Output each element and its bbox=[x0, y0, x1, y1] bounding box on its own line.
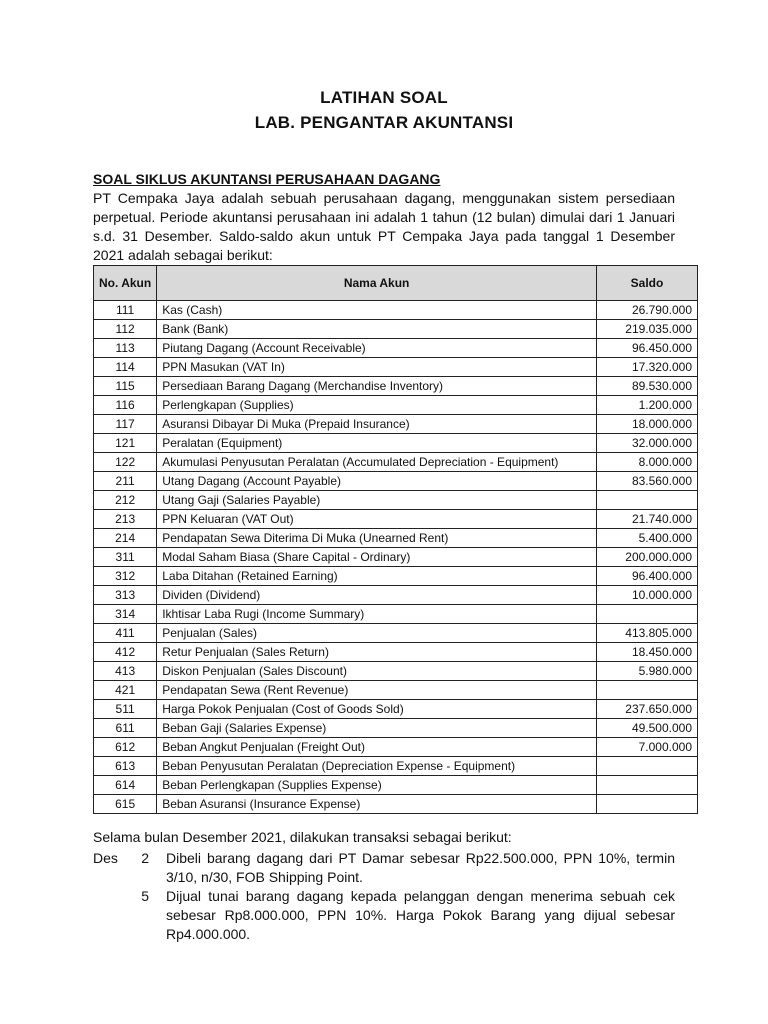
account-name-cell: Bank (Bank) bbox=[157, 320, 597, 339]
table-header-row bbox=[94, 266, 698, 301]
account-name-cell: Laba Ditahan (Retained Earning) bbox=[157, 567, 597, 586]
table-row bbox=[94, 738, 698, 757]
intro-paragraph: PT Cempaka Jaya adalah sebuah perusahaan dagang, menggunakan sistem persediaan perpetual. Periode akuntansi perusahaan ini adalah 1 tahun (12 bulan) dimulai dari 1 Januari s.d. 31 Desember. Saldo-saldo akun untuk PT Cempaka Jaya pada tanggal 1 Desember 2021 adalah sebagai berikut: bbox=[93, 190, 675, 263]
balance-cell: 96.450.000 bbox=[597, 339, 698, 358]
table-row bbox=[94, 491, 698, 510]
balance-cell: 96.400.000 bbox=[597, 567, 698, 586]
table-row bbox=[94, 320, 698, 339]
balance-cell: 7.000.000 bbox=[597, 738, 698, 757]
account-name-cell: Persediaan Barang Dagang (Merchandise Inventory) bbox=[157, 377, 597, 396]
balance-cell: 49.500.000 bbox=[597, 719, 698, 738]
transaction-description: Dibeli barang dagang dari PT Damar sebesar Rp22.500.000, PPN 10%, termin 3/10, n/30, FOB Shipping Point. bbox=[166, 850, 675, 885]
account-number-cell: 511 bbox=[94, 700, 157, 719]
balance-cell: 5.980.000 bbox=[597, 662, 698, 681]
account-number-cell: 611 bbox=[94, 719, 157, 738]
table-row bbox=[94, 472, 698, 491]
account-number-cell: 615 bbox=[94, 795, 157, 814]
table-row bbox=[94, 377, 698, 396]
balance-cell: 200.000.000 bbox=[597, 548, 698, 567]
table-row bbox=[94, 795, 698, 814]
table-row bbox=[94, 719, 698, 738]
balance-cell bbox=[597, 681, 698, 700]
table-row bbox=[94, 434, 698, 453]
transaction-item bbox=[93, 887, 675, 944]
account-number-cell: 115 bbox=[94, 377, 157, 396]
account-name-cell: Perlengkapan (Supplies) bbox=[157, 396, 597, 415]
account-name-cell: Utang Gaji (Salaries Payable) bbox=[157, 491, 597, 510]
account-number-cell: 121 bbox=[94, 434, 157, 453]
transaction-item bbox=[93, 849, 675, 887]
transaction-description: Dijual tunai barang dagang kepada pelanggan dengan menerima sebuah cek sebesar Rp8.000.000, PPN 10%. Harga Pokok Barang yang dijual sebesar Rp4.000.000. bbox=[166, 888, 675, 942]
account-name-cell: Piutang Dagang (Account Receivable) bbox=[157, 339, 597, 358]
account-name-cell: Utang Dagang (Account Payable) bbox=[157, 472, 597, 491]
header-balance: Saldo bbox=[597, 266, 698, 301]
account-number-cell: 411 bbox=[94, 624, 157, 643]
account-number-cell: 614 bbox=[94, 776, 157, 795]
account-name-cell: Peralatan (Equipment) bbox=[157, 434, 597, 453]
balance-cell bbox=[597, 776, 698, 795]
account-number-cell: 311 bbox=[94, 548, 157, 567]
account-number-cell: 117 bbox=[94, 415, 157, 434]
balance-cell: 8.000.000 bbox=[597, 453, 698, 472]
table-row bbox=[94, 339, 698, 358]
section-heading: SOAL SIKLUS AKUNTANSI PERUSAHAAN DAGANG bbox=[93, 171, 441, 187]
table-row bbox=[94, 358, 698, 377]
table-row bbox=[94, 510, 698, 529]
account-name-cell: Penjualan (Sales) bbox=[157, 624, 597, 643]
transaction-day: 5 bbox=[141, 888, 149, 904]
account-number-cell: 213 bbox=[94, 510, 157, 529]
account-number-cell: 314 bbox=[94, 605, 157, 624]
account-number-cell: 612 bbox=[94, 738, 157, 757]
table-row bbox=[94, 453, 698, 472]
account-name-cell: Ikhtisar Laba Rugi (Income Summary) bbox=[157, 605, 597, 624]
table-row bbox=[94, 681, 698, 700]
account-name-cell: Retur Penjualan (Sales Return) bbox=[157, 643, 597, 662]
account-name-cell: Beban Perlengkapan (Supplies Expense) bbox=[157, 776, 597, 795]
account-name-cell: Asuransi Dibayar Di Muka (Prepaid Insurance) bbox=[157, 415, 597, 434]
balance-cell: 32.000.000 bbox=[597, 434, 698, 453]
balance-cell: 21.740.000 bbox=[597, 510, 698, 529]
account-number-cell: 113 bbox=[94, 339, 157, 358]
account-name-cell: Beban Gaji (Salaries Expense) bbox=[157, 719, 597, 738]
account-name-cell: PPN Masukan (VAT In) bbox=[157, 358, 597, 377]
balance-cell: 17.320.000 bbox=[597, 358, 698, 377]
account-name-cell: Modal Saham Biasa (Share Capital - Ordinary) bbox=[157, 548, 597, 567]
balance-cell bbox=[597, 757, 698, 776]
account-name-cell: Beban Penyusutan Peralatan (Depreciation Expense - Equipment) bbox=[157, 757, 597, 776]
page-title: LATIHAN SOAL bbox=[320, 88, 448, 107]
balance-cell: 10.000.000 bbox=[597, 586, 698, 605]
account-number-cell: 212 bbox=[94, 491, 157, 510]
balance-cell: 219.035.000 bbox=[597, 320, 698, 339]
header-account-name: Nama Akun bbox=[157, 266, 597, 301]
balance-cell: 413.805.000 bbox=[597, 624, 698, 643]
account-number-cell: 111 bbox=[94, 301, 157, 320]
accounts-table-body bbox=[94, 301, 698, 814]
page-subtitle: LAB. PENGANTAR AKUNTANSI bbox=[254, 113, 514, 132]
table-row bbox=[94, 548, 698, 567]
account-name-cell: Beban Asuransi (Insurance Expense) bbox=[157, 795, 597, 814]
account-number-cell: 114 bbox=[94, 358, 157, 377]
account-name-cell: Pendapatan Sewa Diterima Di Muka (Unearned Rent) bbox=[157, 529, 597, 548]
balance-cell bbox=[597, 795, 698, 814]
balance-cell: 5.400.000 bbox=[597, 529, 698, 548]
table-row bbox=[94, 567, 698, 586]
balance-cell: 26.790.000 bbox=[597, 301, 698, 320]
balance-cell: 237.650.000 bbox=[597, 700, 698, 719]
table-row bbox=[94, 396, 698, 415]
transaction-month: Des bbox=[93, 850, 118, 866]
account-name-cell: Dividen (Dividend) bbox=[157, 586, 597, 605]
table-row bbox=[94, 643, 698, 662]
transaction-day: 2 bbox=[141, 850, 149, 866]
account-number-cell: 613 bbox=[94, 757, 157, 776]
account-number-cell: 122 bbox=[94, 453, 157, 472]
account-number-cell: 312 bbox=[94, 567, 157, 586]
table-row bbox=[94, 700, 698, 719]
balance-cell: 89.530.000 bbox=[597, 377, 698, 396]
account-name-cell: Diskon Penjualan (Sales Discount) bbox=[157, 662, 597, 681]
account-number-cell: 116 bbox=[94, 396, 157, 415]
balance-cell: 18.000.000 bbox=[597, 415, 698, 434]
balance-cell: 1.200.000 bbox=[597, 396, 698, 415]
balance-cell bbox=[597, 491, 698, 510]
balance-cell: 83.560.000 bbox=[597, 472, 698, 491]
account-name-cell: Kas (Cash) bbox=[157, 301, 597, 320]
account-name-cell: Pendapatan Sewa (Rent Revenue) bbox=[157, 681, 597, 700]
table-row bbox=[94, 415, 698, 434]
accounts-table bbox=[93, 265, 698, 814]
account-name-cell: Harga Pokok Penjualan (Cost of Goods Sold) bbox=[157, 700, 597, 719]
header-account-number: No. Akun bbox=[94, 266, 157, 301]
balance-cell: 18.450.000 bbox=[597, 643, 698, 662]
table-row bbox=[94, 662, 698, 681]
account-number-cell: 421 bbox=[94, 681, 157, 700]
account-name-cell: Akumulasi Penyusutan Peralatan (Accumulated Depreciation - Equipment) bbox=[157, 453, 597, 472]
account-number-cell: 211 bbox=[94, 472, 157, 491]
table-row bbox=[94, 301, 698, 320]
table-row bbox=[94, 586, 698, 605]
account-number-cell: 112 bbox=[94, 320, 157, 339]
table-row bbox=[94, 529, 698, 548]
account-number-cell: 313 bbox=[94, 586, 157, 605]
account-name-cell: Beban Angkut Penjualan (Freight Out) bbox=[157, 738, 597, 757]
transactions-intro: Selama bulan Desember 2021, dilakukan transaksi sebagai berikut: bbox=[93, 829, 512, 845]
table-row bbox=[94, 624, 698, 643]
account-number-cell: 413 bbox=[94, 662, 157, 681]
table-row bbox=[94, 605, 698, 624]
account-name-cell: PPN Keluaran (VAT Out) bbox=[157, 510, 597, 529]
account-number-cell: 412 bbox=[94, 643, 157, 662]
account-number-cell: 214 bbox=[94, 529, 157, 548]
table-row bbox=[94, 776, 698, 795]
table-row bbox=[94, 757, 698, 776]
balance-cell bbox=[597, 605, 698, 624]
